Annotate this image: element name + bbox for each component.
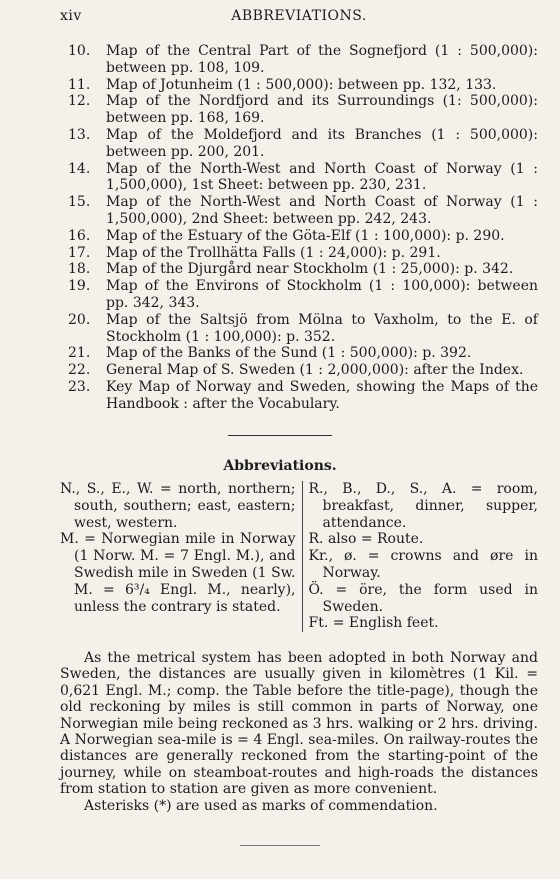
map-description: Map of the Central Part of the Sognefjord (1 : 500,000): between pp. 108, 109. — [106, 43, 538, 76]
map-list-item — [68, 278, 538, 312]
map-number: 17. — [68, 244, 91, 261]
abbreviations-right-column — [303, 481, 539, 632]
map-list-item — [68, 312, 538, 346]
abbreviations-heading: Abbreviations. — [223, 458, 337, 474]
footer-rule — [240, 845, 320, 846]
map-number: 23. — [68, 378, 91, 395]
map-number: 16. — [68, 227, 91, 244]
map-description: Map of the Environs of Stockholm (1 : 100,000): between pp. 342, 343. — [106, 278, 538, 311]
map-list-item — [68, 245, 538, 262]
map-description: Map of the North-West and North Coast of Norway (1 : 1,500,000), 2nd Sheet: between pp. 242, 243. — [106, 194, 538, 227]
section-divider — [228, 435, 332, 436]
abbreviation-entry: Ö. = öre, the form used in Sweden. — [308, 581, 538, 615]
abbreviations-table — [60, 481, 538, 632]
map-list-item — [68, 379, 538, 413]
map-number: 13. — [68, 126, 91, 143]
page-header — [60, 8, 538, 28]
abbreviation-entry: Ft. = English feet. — [308, 615, 439, 632]
map-list-item — [68, 161, 538, 195]
map-description: General Map of S. Sweden (1 : 2,000,000): after the Index. — [106, 362, 524, 379]
map-list-item — [68, 194, 538, 228]
abbreviation-entry: N., S., E., W. = north, northern; south, southern; east, eastern; west, western. — [60, 481, 296, 531]
abbreviation-entry: R., B., D., S., A. = room, breakfast, dinner, supper, attendance. — [308, 481, 538, 531]
map-description: Map of the Nordfjord and its Surroundings (1: 500,000): between pp. 168, 169. — [106, 93, 538, 127]
running-head: ABBREVIATIONS. — [231, 8, 367, 24]
page-number: xiv — [60, 8, 82, 24]
map-description: Map of the Trollhätta Falls (1 : 24,000): p. 291. — [106, 244, 441, 261]
abbreviation-entry: R. also = Route. — [308, 531, 424, 548]
map-description: Map of the Banks of the Sund (1 : 500,000): p. 392. — [106, 345, 472, 362]
map-number: 21. — [68, 345, 91, 362]
map-number: 22. — [68, 362, 91, 379]
map-number: 14. — [68, 160, 91, 177]
map-number: 15. — [68, 194, 91, 211]
map-description: Map of the Moldefjord and its Branches (1 : 500,000): between pp. 200, 201. — [106, 126, 538, 160]
map-number: 11. — [68, 76, 91, 93]
map-list-item — [68, 43, 538, 77]
map-description: Map of the Estuary of the Göta-Elf (1 : 100,000): p. 290. — [106, 227, 505, 244]
paragraph-asterisks: Asterisks (*) are used as marks of commendation. — [84, 797, 438, 814]
map-number: 19. — [68, 278, 91, 295]
map-list-item — [68, 362, 538, 379]
map-number: 12. — [68, 93, 91, 110]
map-list-item — [68, 77, 538, 94]
map-list-item — [68, 345, 538, 362]
paragraph-distances: As the metrical system has been adopted in both Norway and Sweden, the distances are usually given in kilomètres (1 Kil. = 0,621 Engl. M.; comp. the Table before the title-page), though the old reckoning by miles is still common in parts of Norway, one Norwegian mile being reckoned as 3 hrs. walking or 2 hrs. driving. A Norwegian sea-mile is = 4 Engl. sea-miles. On railway-routes the distances are generally reckoned from the starting-point of the journey, while on steamboat-routes and high-roads the distances from station to station are given as more convenient. — [60, 650, 538, 798]
map-description: Map of the Saltsjö from Mölna to Vaxholm, to the E. of Stockholm (1 : 100,000): p. 352. — [106, 311, 538, 345]
map-description: Map of the North-West and North Coast of Norway (1 : 1,500,000), 1st Sheet: between pp. 230, 231. — [106, 160, 538, 194]
map-description: Key Map of Norway and Sweden, showing the Maps of the Handbook : after the Vocabulary. — [106, 378, 538, 412]
map-list-item — [68, 93, 538, 127]
map-list-item — [68, 228, 538, 245]
map-list-item — [68, 127, 538, 161]
map-number: 20. — [68, 311, 91, 328]
map-number: 18. — [68, 261, 91, 278]
abbreviations-left-column — [60, 481, 303, 632]
body-text — [60, 650, 538, 814]
map-list-item — [68, 261, 538, 278]
map-number: 10. — [68, 43, 91, 59]
map-list — [68, 43, 538, 413]
map-description: Map of Jotunheim (1 : 500,000): between pp. 132, 133. — [106, 76, 497, 93]
abbreviation-entry: Kr., ø. = crowns and øre in Norway. — [308, 548, 538, 581]
map-description: Map of the Djurgård near Stockholm (1 : 25,000): p. 342. — [106, 261, 514, 278]
abbreviation-entry: M. = Norwegian mile in Norway (1 Norw. M. = 7 Engl. M.), and Swedish mile in Sweden (1 Sw. M. = 6³/₄ Engl. M., nearly), unless the contrary is stated. — [60, 531, 296, 615]
